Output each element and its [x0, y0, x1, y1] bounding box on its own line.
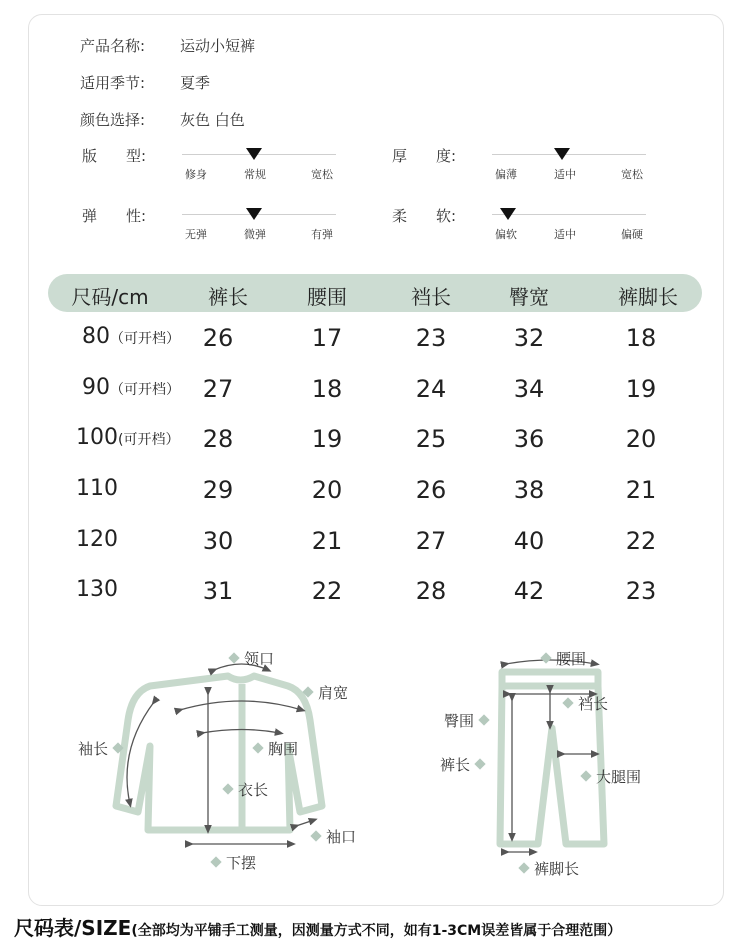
label-cuff: 袖口: [306, 826, 356, 847]
info-key: 适用季节:: [80, 74, 146, 92]
scale-marker-icon: [246, 148, 262, 160]
table-cell: 18: [625, 324, 657, 352]
info-season: [80, 72, 210, 93]
table-cell: 32: [513, 324, 545, 352]
table-cell: 34: [513, 375, 545, 403]
table-row: [0, 425, 750, 475]
table-cell: 31: [202, 577, 234, 605]
label-chest: 胸围: [248, 738, 298, 759]
table-cell: 24: [415, 375, 447, 403]
label-waist: 腰围: [536, 648, 586, 669]
table-cell: 17: [311, 324, 343, 352]
table-cell: 40: [513, 527, 545, 555]
info-product-name: [80, 35, 255, 56]
table-cell: 29: [202, 476, 234, 504]
size-cell: 80（可开档）: [82, 324, 180, 349]
scale-option: 适中: [554, 168, 576, 181]
table-cell: 22: [311, 577, 343, 605]
column-header: 裤脚长: [618, 285, 678, 309]
scale-marker-icon: [246, 208, 262, 220]
scale-option: 宽松: [621, 168, 643, 181]
scale-fit: [82, 145, 342, 185]
scale-option: 宽松: [311, 168, 333, 181]
table-cell: 20: [311, 476, 343, 504]
table-cell: 23: [625, 577, 657, 605]
size-chart-caption: [14, 912, 621, 941]
size-cell: 90（可开档）: [82, 375, 180, 400]
column-header: 尺码/cm: [71, 285, 149, 309]
scale-marker-icon: [554, 148, 570, 160]
caption-note: (全部均为平铺手工测量，因测量方式不同，如有1-3CM误差皆属于合理范围）: [131, 923, 622, 939]
size-cell: 110: [76, 476, 118, 501]
table-cell: 28: [202, 425, 234, 453]
table-row: [0, 375, 750, 425]
info-colors: [80, 109, 245, 130]
table-cell: 21: [311, 527, 343, 555]
scale-label: 软:: [436, 207, 457, 225]
table-cell: 21: [625, 476, 657, 504]
label-shoulder: 肩宽: [298, 682, 348, 703]
label-leg-opening: 裤脚长: [514, 858, 579, 879]
size-cell: 120: [76, 527, 118, 552]
size-cell: 100(可开档）: [76, 425, 180, 450]
table-cell: 23: [415, 324, 447, 352]
size-cell: 130: [76, 577, 118, 602]
table-cell: 20: [625, 425, 657, 453]
info-value: 夏季: [180, 74, 211, 92]
garment-illustration: [0, 630, 750, 890]
label-hip: 臀围: [444, 710, 494, 731]
table-cell: 26: [415, 476, 447, 504]
info-key: 产品名称:: [80, 37, 146, 55]
table-cell: 19: [625, 375, 657, 403]
scale-option: 偏硬: [621, 228, 643, 241]
measurement-diagram: [0, 630, 750, 890]
scale-option: 偏软: [495, 228, 517, 241]
scale-option: 有弹: [311, 228, 333, 241]
label-sleeve: 袖长: [78, 738, 128, 759]
table-cell: 25: [415, 425, 447, 453]
label-thigh: 大腿围: [576, 766, 641, 787]
label-rise: 裆长: [558, 693, 608, 714]
info-value: 运动小短裤: [180, 37, 256, 55]
table-cell: 27: [415, 527, 447, 555]
table-cell: 22: [625, 527, 657, 555]
table-cell: 30: [202, 527, 234, 555]
scale-elasticity: [82, 205, 342, 245]
scale-label: 厚: [392, 147, 408, 165]
column-header: 腰围: [307, 285, 347, 309]
table-cell: 19: [311, 425, 343, 453]
scale-thickness: [392, 145, 652, 185]
column-header: 裤长: [208, 285, 248, 309]
caption-title: 尺码表/SIZE: [14, 916, 132, 940]
scale-label: 型:: [126, 147, 147, 165]
info-key: 颜色选择:: [80, 111, 146, 129]
scale-marker-icon: [500, 208, 516, 220]
table-cell: 26: [202, 324, 234, 352]
column-header: 臀宽: [509, 285, 549, 309]
label-collar: 领口: [224, 648, 274, 669]
column-header: 裆长: [411, 285, 451, 309]
table-row: [0, 527, 750, 577]
scale-option: 适中: [554, 228, 576, 241]
scale-label: 弹: [82, 207, 98, 225]
label-pants-length: 裤长: [440, 754, 490, 775]
table-cell: 42: [513, 577, 545, 605]
scale-option: 修身: [185, 168, 207, 181]
label-hem: 下摆: [206, 852, 256, 873]
scale-option: 偏薄: [495, 168, 517, 181]
table-cell: 18: [311, 375, 343, 403]
label-length: 衣长: [218, 779, 268, 800]
scale-option: 无弹: [185, 228, 207, 241]
table-cell: 27: [202, 375, 234, 403]
scale-option: 常规: [244, 168, 266, 181]
scale-option: 微弹: [244, 228, 266, 241]
table-cell: 28: [415, 577, 447, 605]
info-value: 灰色 白色: [180, 111, 245, 129]
table-row: [0, 577, 750, 627]
table-cell: 36: [513, 425, 545, 453]
scale-label: 性:: [126, 207, 147, 225]
table-cell: 38: [513, 476, 545, 504]
scale-label: 度:: [436, 147, 457, 165]
scale-label: 柔: [392, 207, 408, 225]
scale-softness: [392, 205, 652, 245]
table-row: [0, 324, 750, 374]
table-row: [0, 476, 750, 526]
scale-label: 版: [82, 147, 98, 165]
size-table-header: [48, 274, 702, 312]
